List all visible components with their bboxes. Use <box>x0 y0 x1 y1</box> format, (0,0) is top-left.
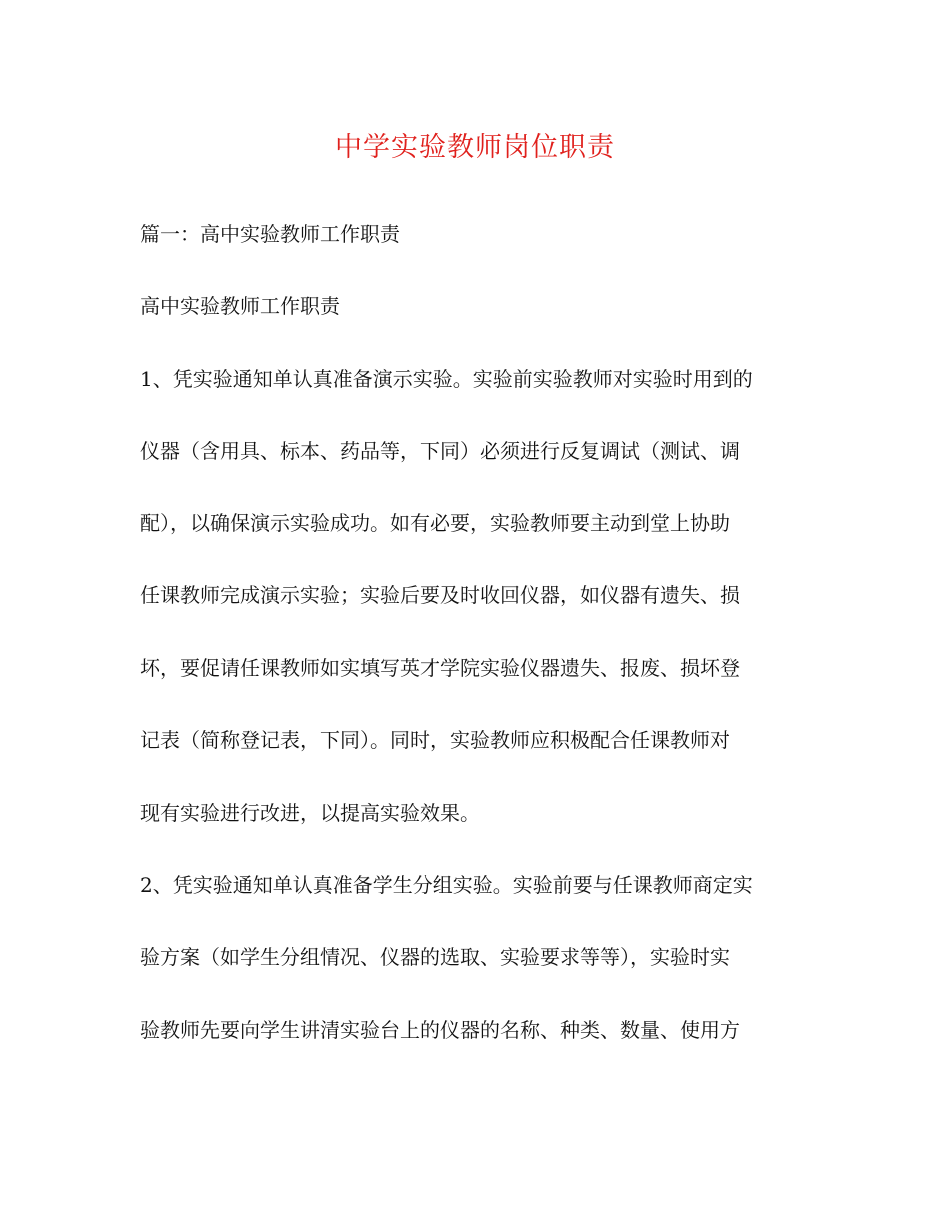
paragraph-1-line-1: 1、凭实验通知单认真准备演示实验。实验前实验教师对实验时用到的 <box>140 367 753 391</box>
paragraph-1-line-4: 任课教师完成演示实验；实验后要及时收回仪器，如仪器有遗失、损 <box>140 583 740 607</box>
section-heading: 篇一：高中实验教师工作职责 <box>140 222 400 246</box>
paragraph-2-line-2: 验方案（如学生分组情况、仪器的选取、实验要求等等），实验时实 <box>140 945 730 969</box>
paragraph-1-line-3: 配），以确保演示实验成功。如有必要，实验教师要主动到堂上协助 <box>140 511 730 535</box>
paragraph-1-line-2: 仪器（含用具、标本、药品等，下同）必须进行反复调试（测试、调 <box>140 439 740 463</box>
paragraph-1-line-6: 记表（简称登记表，下同）。同时，实验教师应积极配合任课教师对 <box>140 728 730 752</box>
document-title: 中学实验教师岗位职责 <box>335 132 615 163</box>
paragraph-1-line-7: 现有实验进行改进，以提高实验效果。 <box>140 801 480 825</box>
paragraph-2-line-3: 验教师先要向学生讲清实验台上的仪器的名称、种类、数量、使用方 <box>140 1018 740 1042</box>
subsection-heading: 高中实验教师工作职责 <box>140 294 340 318</box>
paragraph-1-line-5: 坏，要促请任课教师如实填写英才学院实验仪器遗失、报废、损坏登 <box>140 656 740 680</box>
paragraph-2-line-1: 2、凭实验通知单认真准备学生分组实验。实验前要与任课教师商定实 <box>140 873 753 897</box>
